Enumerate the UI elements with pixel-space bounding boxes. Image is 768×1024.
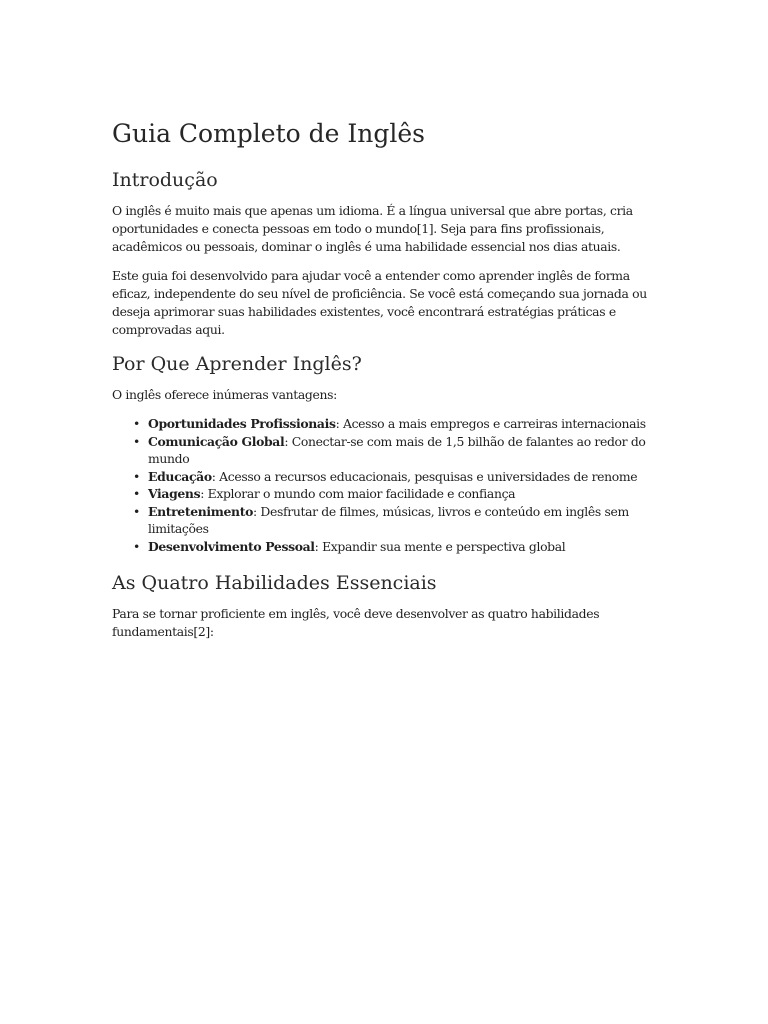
list-item — [148, 538, 652, 556]
list-item-text: : Conectar-se com mais de 1,5 bilhão de falantes ao redor do mundo — [148, 433, 646, 466]
list-item-text: : Desfrutar de filmes, músicas, livros e conteúdo em inglês sem limitações — [148, 503, 629, 536]
page-title: Guia Completo de Inglês — [112, 119, 425, 148]
advantages-list — [112, 415, 652, 555]
list-item-term: Oportunidades Profissionais — [148, 416, 336, 431]
intro-paragraph-2: Este guia foi desenvolvido para ajudar você a entender como aprender inglês de forma eficaz, independente do seu nível de proficiência. Se você está começando sua jornada ou deseja aprimorar suas habilidades existentes, você encontrará estratégias práticas e comprovadas aqui. — [112, 268, 647, 337]
skills-paragraph-1: Para se tornar proficiente em inglês, você deve desenvolver as quatro habilidades fundamentais[2]: — [112, 606, 600, 639]
list-item — [148, 485, 652, 503]
list-item-term: Educação — [148, 468, 212, 484]
section-heading-four-skills: As Quatro Habilidades Essenciais — [112, 572, 437, 594]
section-introduction — [112, 166, 652, 339]
why-lead-paragraph: O inglês oferece inúmeras vantagens: — [112, 387, 337, 402]
intro-paragraph-1: O inglês é muito mais que apenas um idioma. É a língua universal que abre portas, cria oportunidades e conecta pessoas em todo o mundo[1]. Seja para fins profissionais, acadêmicos ou pessoais, dominar o inglês é uma habilidade essencial nos dias atuais. — [112, 203, 633, 254]
section-heading-introduction: Introdução — [112, 169, 218, 191]
list-item — [148, 415, 652, 433]
list-item — [148, 433, 652, 468]
list-item-text: : Expandir sua mente e perspectiva global — [314, 538, 566, 554]
list-item-text: : Acesso a recursos educacionais, pesquisas e universidades de renome — [211, 468, 638, 484]
list-item-term: Desenvolvimento Pessoal — [148, 538, 315, 554]
list-item-term: Comunicação Global — [148, 433, 285, 449]
list-item-text: : Explorar o mundo com maior facilidade e confiança — [200, 486, 516, 501]
list-item-term: Entretenimento — [148, 503, 254, 519]
document-page — [112, 116, 652, 652]
section-four-skills — [112, 569, 652, 641]
section-heading-why-learn: Por Que Aprender Inglês? — [112, 353, 362, 375]
list-item — [148, 468, 652, 486]
list-item — [148, 503, 652, 538]
section-why-learn — [112, 350, 652, 555]
list-item-text: : Acesso a mais empregos e carreiras internacionais — [335, 416, 646, 431]
list-item-term: Viagens — [148, 486, 201, 501]
